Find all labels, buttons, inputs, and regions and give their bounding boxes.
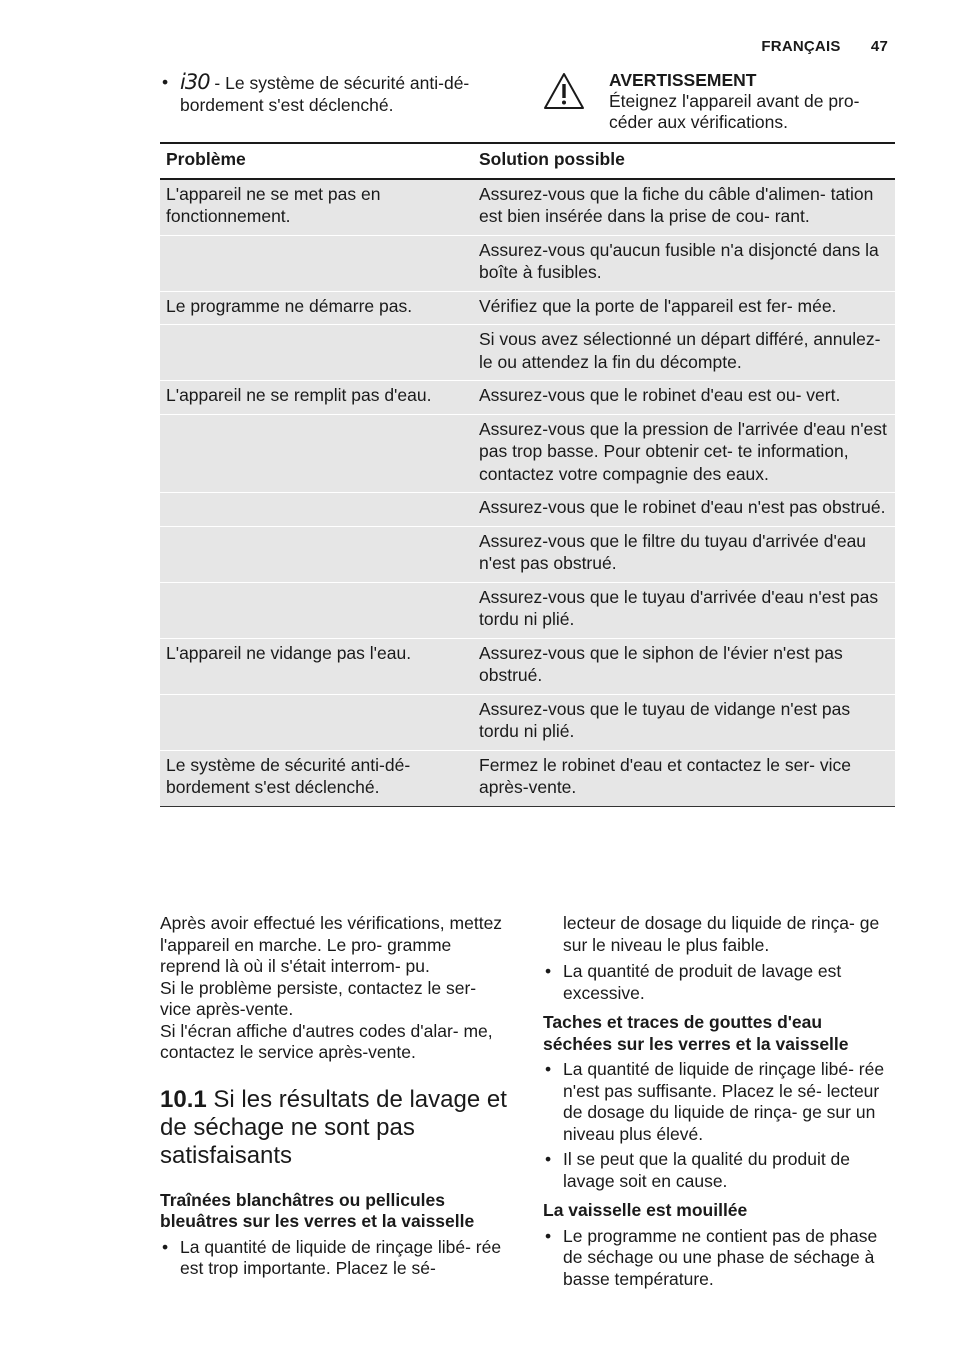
solution-cell: Assurez-vous que le robinet d'eau est ou- vert. <box>473 381 895 415</box>
solution-cell: Assurez-vous que le siphon de l'évier n'est pas obstrué. <box>473 638 895 694</box>
bullet-list <box>543 1059 895 1192</box>
list-item <box>543 1149 895 1192</box>
left-column <box>160 913 510 1284</box>
header-problem: Problème <box>160 143 473 179</box>
table-header-row <box>160 143 895 179</box>
solution-cell: Fermez le robinet d'eau et contactez le ser- vice après-vente. <box>473 750 895 806</box>
subheading: Taches et traces de gouttes d'eau séchées sur les verres et la vaisselle <box>543 1012 849 1054</box>
problem-cell <box>160 325 473 381</box>
problem-cell <box>160 414 473 493</box>
solution-cell: Assurez-vous que le filtre du tuyau d'arrivée d'eau n'est pas obstrué. <box>473 526 895 582</box>
table-row <box>160 414 895 493</box>
warning-text: Éteignez l'appareil avant de pro- céder aux vérifications. <box>609 91 860 132</box>
problem-cell <box>160 493 473 527</box>
error-code-text: - Le système de sécurité anti-dé- bordement s'est déclenché. <box>180 73 470 115</box>
error-code-bullet <box>160 72 520 116</box>
solution-cell: Assurez-vous que le tuyau d'arrivée d'eau n'est pas tordu ni plié. <box>473 582 895 638</box>
bullet-icon: • <box>162 72 169 92</box>
list-item <box>543 1226 895 1291</box>
warning-title: AVERTISSEMENT <box>609 70 757 90</box>
bullet-list <box>160 1237 510 1280</box>
table-row <box>160 179 895 236</box>
table-row <box>160 493 895 527</box>
list-item-text: Il se peut que la qualité du produit de lavage soit en cause. <box>563 1149 851 1191</box>
table-row <box>160 750 895 806</box>
paragraph: Si le problème persiste, contactez le ser- vice après-vente. <box>160 977 477 1019</box>
list-item <box>160 1237 510 1280</box>
list-item <box>543 961 895 1004</box>
header-solution: Solution possible <box>473 143 895 179</box>
header-language: FRANÇAIS <box>761 38 841 55</box>
bullet-icon: • <box>545 961 552 981</box>
page-number: 47 <box>870 38 888 55</box>
solution-cell: Vérifiez que la porte de l'appareil est fer- mée. <box>473 291 895 325</box>
problem-cell <box>160 526 473 582</box>
problem-cell <box>160 694 473 750</box>
solution-cell: Assurez-vous que la fiche du câble d'alimen- tation est bien insérée dans la prise de cou- rant. <box>473 179 895 236</box>
table-row <box>160 526 895 582</box>
section-heading <box>160 1086 510 1170</box>
solution-cell: Assurez-vous que le tuyau de vidange n'est pas tordu ni plié. <box>473 694 895 750</box>
bullet-icon: • <box>545 1149 552 1169</box>
bullet-icon: • <box>162 1236 169 1257</box>
bullet-list <box>543 1226 895 1291</box>
error-code-note <box>160 72 520 116</box>
section-title: Si les résultats de lavage et de séchage ne sont pas satisfaisants <box>160 1085 507 1169</box>
subheading: La vaisselle est mouillée <box>543 1200 748 1220</box>
paragraph: Après avoir effectué les vérifications, mettez l'appareil en marche. Le pro- gramme reprend là où il s'était interrom- pu. <box>160 913 503 976</box>
problem-cell: L'appareil ne se met pas en fonctionnement. <box>160 179 473 236</box>
problem-cell <box>160 235 473 291</box>
warning-box <box>543 70 893 133</box>
list-item-text: Le programme ne contient pas de phase de séchage ou une phase de séchage à basse température. <box>563 1225 878 1289</box>
list-item-text: La quantité de liquide de rinçage libé- rée est trop importante. Placez le sé- <box>180 1236 502 1278</box>
problem-cell: L'appareil ne vidange pas l'eau. <box>160 638 473 694</box>
problem-cell: Le programme ne démarre pas. <box>160 291 473 325</box>
table-row <box>160 582 895 638</box>
error-code-display: i30 <box>180 70 210 94</box>
bullet-list <box>543 961 895 1004</box>
right-column <box>543 913 895 1294</box>
section-number: 10.1 <box>160 1085 207 1113</box>
problem-cell <box>160 582 473 638</box>
table-row <box>160 638 895 694</box>
solution-cell: Assurez-vous qu'aucun fusible n'a disjoncté dans la boîte à fusibles. <box>473 235 895 291</box>
list-item <box>543 1059 895 1145</box>
solution-cell: Assurez-vous que le robinet d'eau n'est pas obstrué. <box>473 493 895 527</box>
list-item-text: La quantité de liquide de rinçage libé- rée n'est pas suffisante. Placez le sé- lecteur de dosage du liquide de rinça- ge sur un niveau plus élevé. <box>563 1059 885 1144</box>
subheading: Traînées blanchâtres ou pellicules bleuâtres sur les verres et la vaisselle <box>160 1189 475 1231</box>
problem-cell: Le système de sécurité anti-dé- bordement s'est déclenché. <box>160 750 473 806</box>
solution-cell: Si vous avez sélectionné un départ différé, annulez-le ou attendez la fin du décompte. <box>473 325 895 381</box>
table-row <box>160 325 895 381</box>
problem-cell: L'appareil ne se remplit pas d'eau. <box>160 381 473 415</box>
paragraph: Si l'écran affiche d'autres codes d'alar- me, contactez le service après-vente. <box>160 1020 493 1062</box>
table-row <box>160 694 895 750</box>
page-header <box>761 38 888 55</box>
continued-text: lecteur de dosage du liquide de rinça- ge sur le niveau le plus faible. <box>563 913 880 955</box>
list-item-text: La quantité de produit de lavage est excessive. <box>563 961 842 1003</box>
troubleshooting-table <box>160 142 895 807</box>
bullet-icon: • <box>545 1059 552 1079</box>
solution-cell: Assurez-vous que la pression de l'arrivée d'eau n'est pas trop basse. Pour obtenir cet- te information, contactez votre compagnie des eaux. <box>473 414 895 493</box>
table-row <box>160 235 895 291</box>
bullet-icon: • <box>545 1225 552 1246</box>
table-row <box>160 291 895 325</box>
warning-triangle-icon <box>543 72 585 110</box>
table-row <box>160 381 895 415</box>
